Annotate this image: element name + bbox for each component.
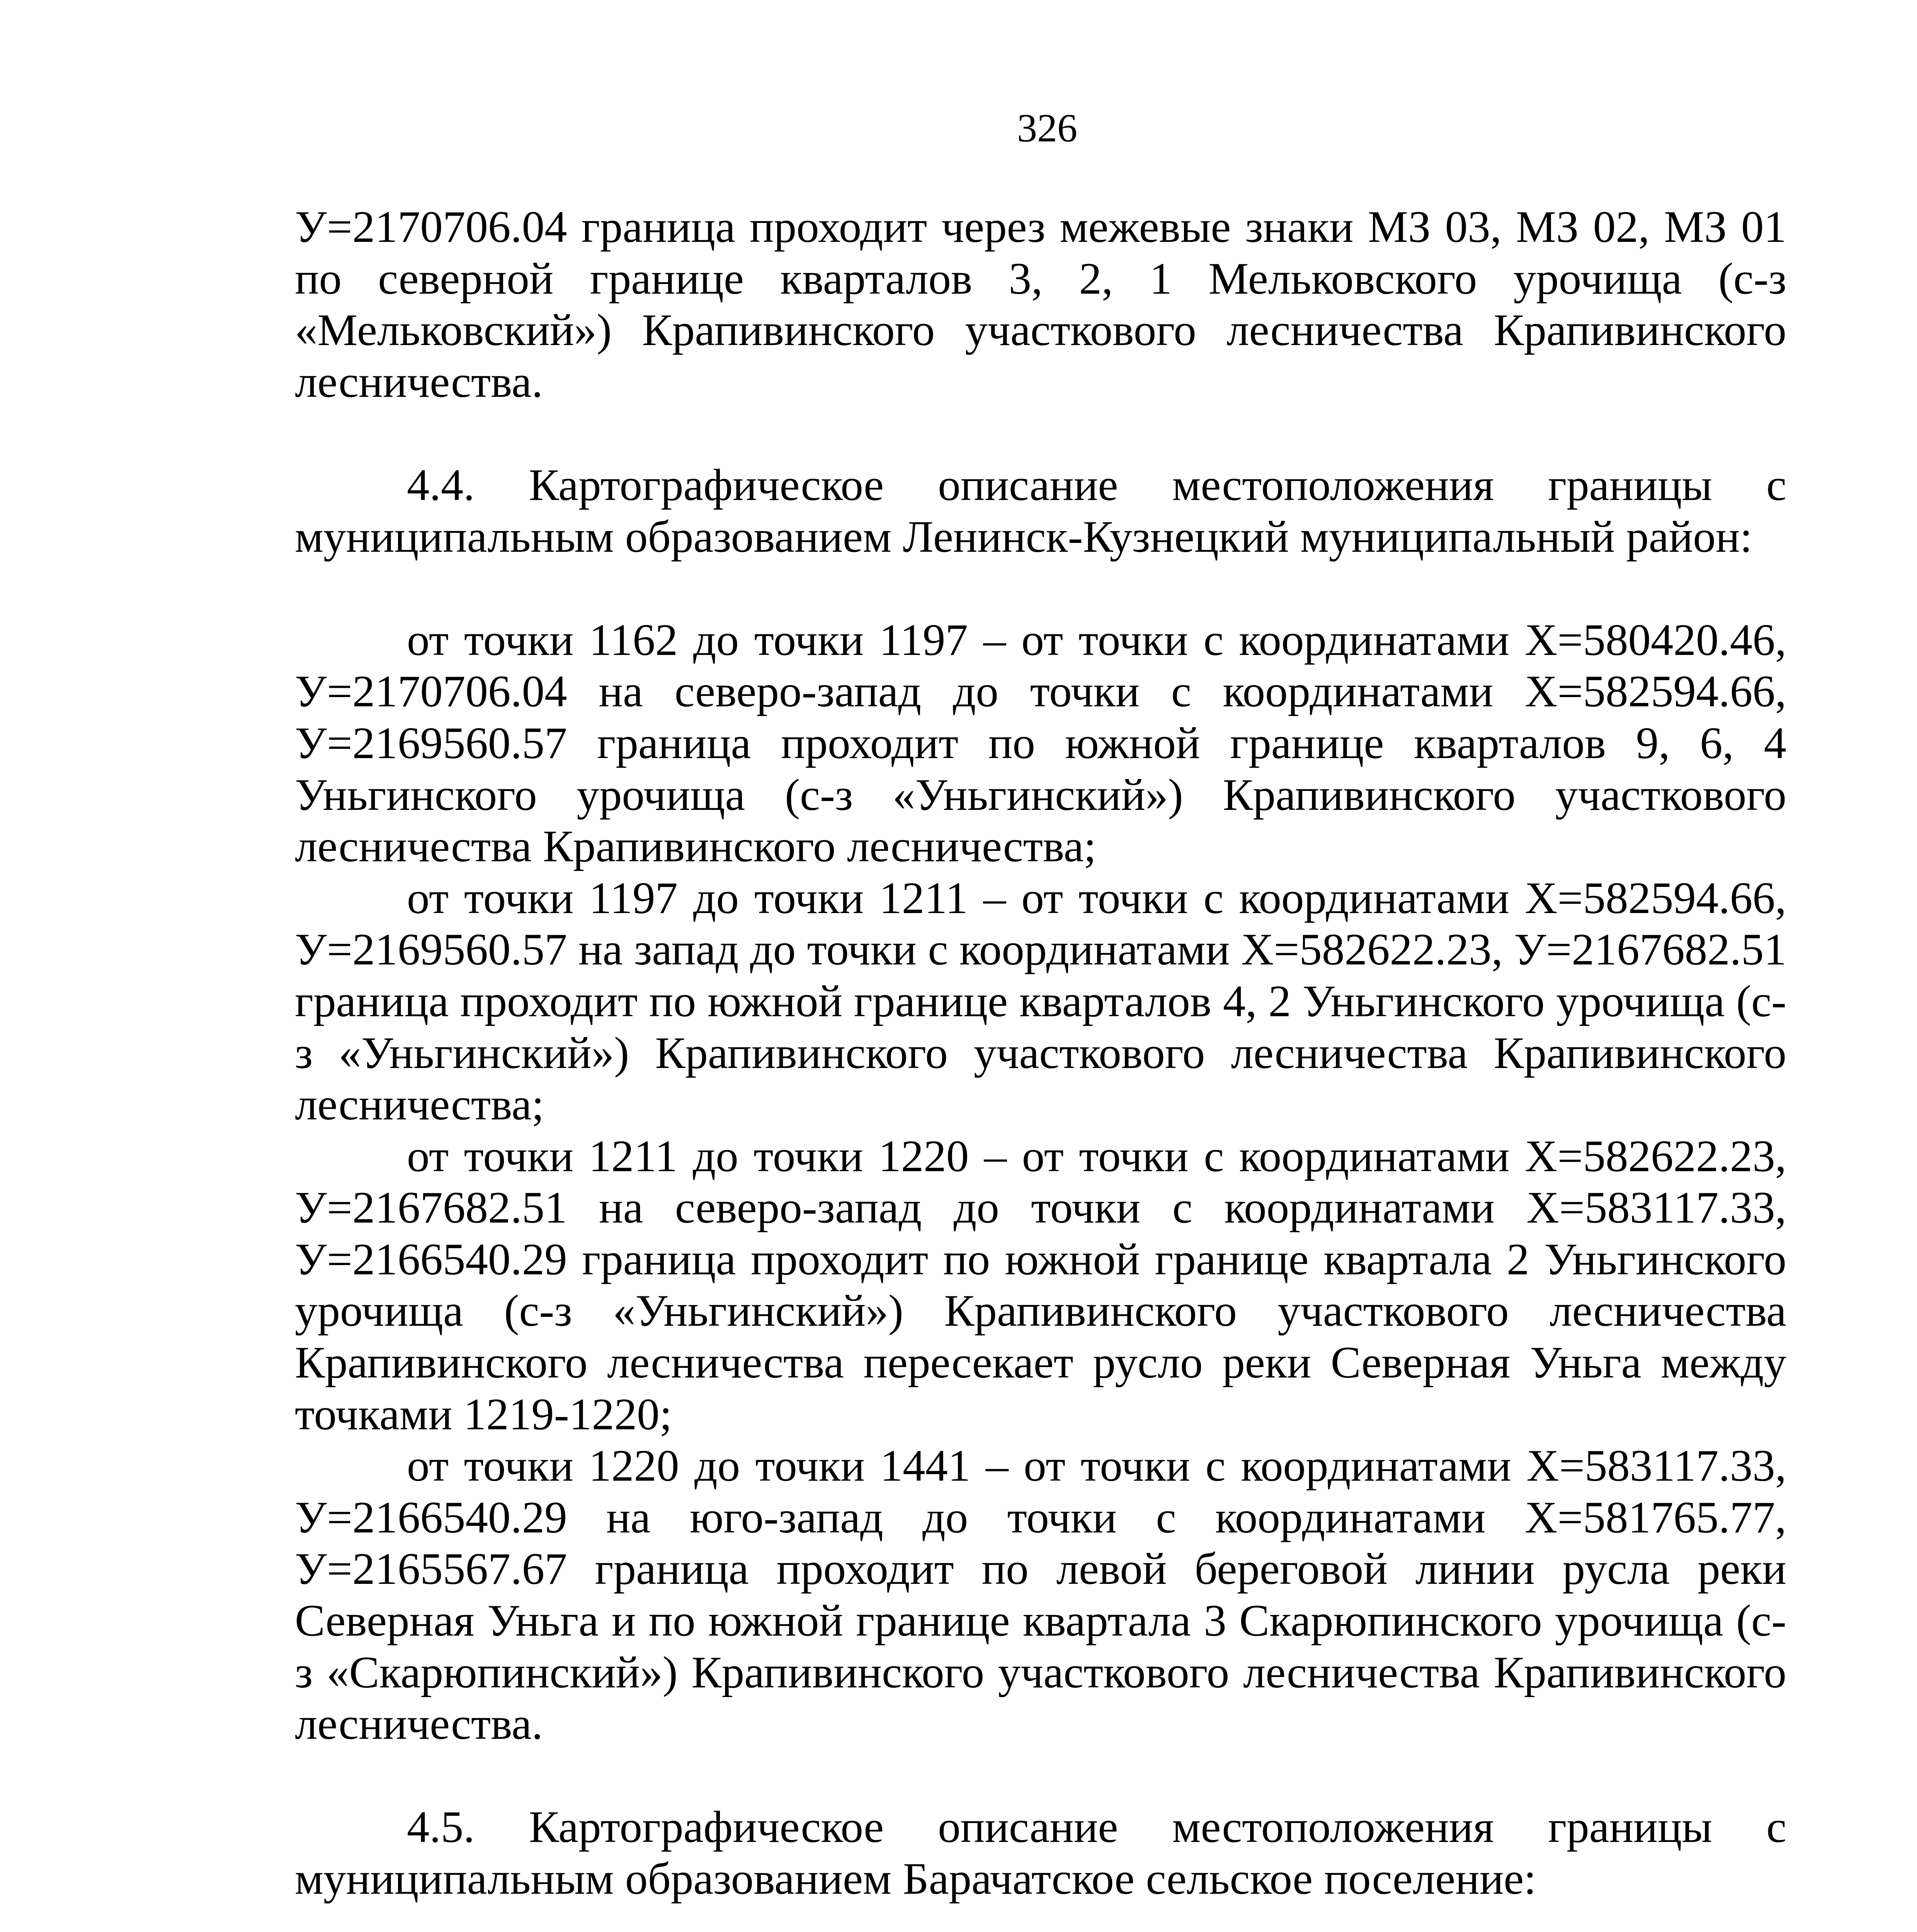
document-body: [295, 201, 1786, 1932]
paragraph-boundary-segment: от точки 1162 до точки 1197 – от точки с координатами Х=580420.46, У=2170706.04 на северо-запад до точки с координатами Х=582594.66, У=2169560.57 граница проходит по южной границе кварталов 9, 6, 4 Уньгинского урочища (с-з «Уньгинский») Крапивинского участкового лесничества Крапивинского лесничества;: [295, 615, 1786, 872]
paragraph-continuation: У=2170706.04 граница проходит через межевые знаки МЗ 03, МЗ 02, МЗ 01 по северной границе кварталов 3, 2, 1 Мельковского урочища (с-з «Мельковский») Крапивинского участкового лесничества Крапивинского лесничества.: [295, 202, 1786, 407]
paragraph-spacer: [295, 1750, 1786, 1802]
paragraph-spacer: [295, 408, 1786, 459]
paragraph-spacer: [295, 563, 1786, 614]
section-heading-4-5: 4.5. Картографическое описание местоположения границы с муниципальным образованием Барачатское сельское поселение:: [295, 1802, 1786, 1904]
paragraph-spacer: [295, 1905, 1786, 1932]
paragraph-boundary-segment: от точки 1197 до точки 1211 – от точки с координатами Х=582594.66, У=2169560.57 на запад до точки с координатами Х=582622.23, У=2167682.51 граница проходит по южной границе кварталов 4, 2 Уньгинского урочища (с-з «Уньгинский») Крапивинского участкового лесничества Крапивинского лесничества;: [295, 873, 1786, 1130]
paragraph-boundary-segment: от точки 1211 до точки 1220 – от точки с координатами Х=582622.23, У=2167682.51 на северо-запад до точки с координатами Х=583117.33, У=2166540.29 граница проходит по южной границе квартала 2 Уньгинского урочища (с-з «Уньгинский») Крапивинского участкового лесничества Крапивинского лесничества пересекает русло реки Северная Уньга между точками 1219-1220;: [295, 1131, 1786, 1439]
section-heading-4-4: 4.4. Картографическое описание местоположения границы с муниципальным образованием Ленинск-Кузнецкий муниципальный район:: [295, 460, 1786, 562]
page-number: 326: [1017, 106, 1077, 150]
paragraph-boundary-segment: от точки 1220 до точки 1441 – от точки с координатами Х=583117.33, У=2166540.29 на юго-запад до точки с координатами Х=581765.77, У=2165567.67 граница проходит по левой береговой линии русла реки Северная Уньга и по южной границе квартала 3 Скарюпинского урочища (с-з «Скарюпинский») Крапивинского участкового лесничества Крапивинского лесничества.: [295, 1441, 1786, 1749]
